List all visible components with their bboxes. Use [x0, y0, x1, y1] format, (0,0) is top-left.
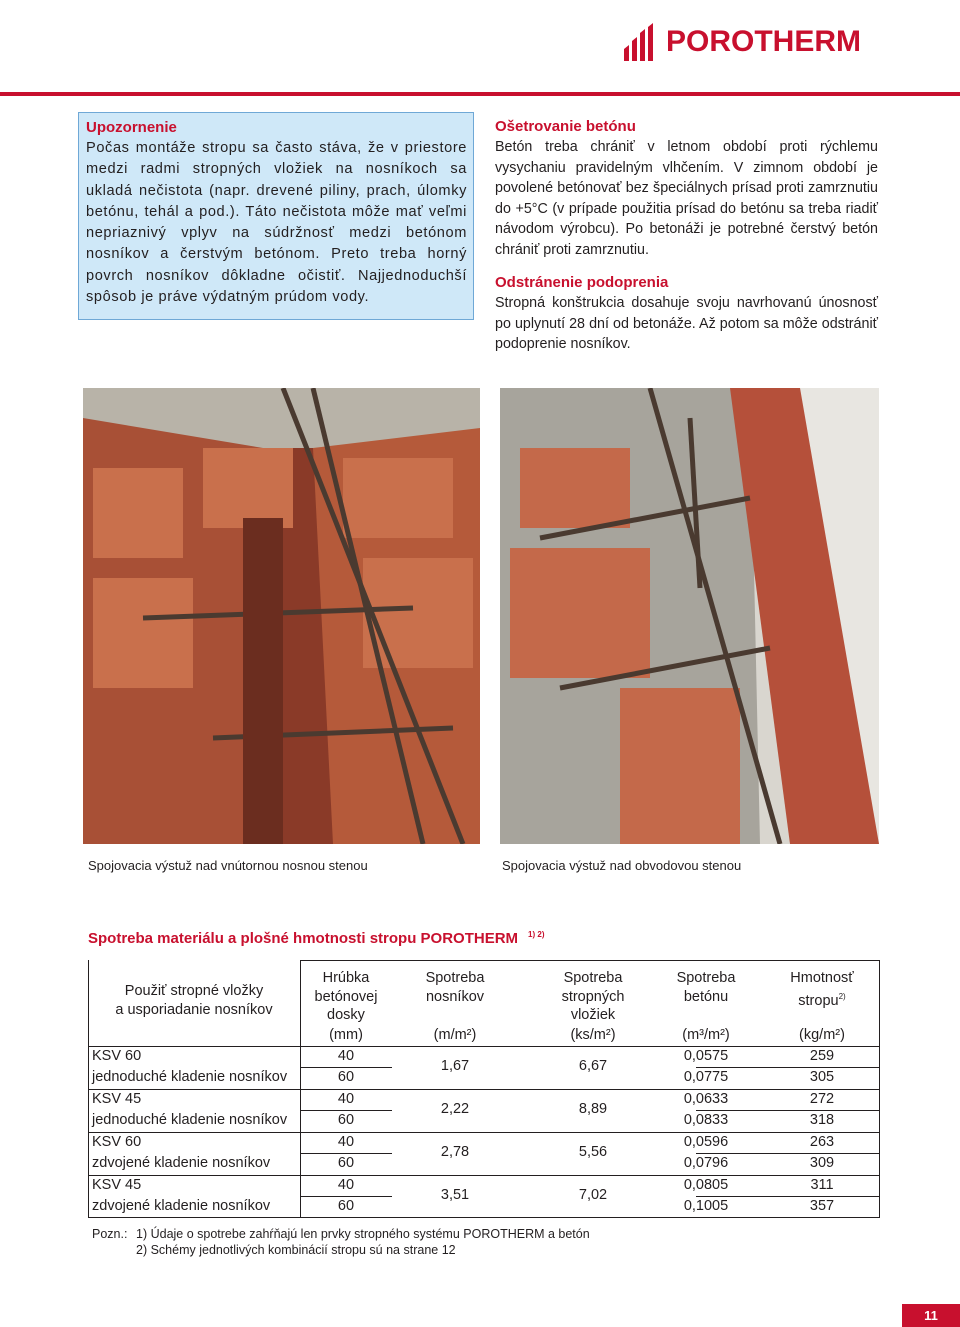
cell-weight: 272 [809, 1091, 835, 1107]
table-title [88, 930, 545, 947]
brand-name: POROTHERM [666, 25, 861, 58]
table-title-sup: 1) 2) [528, 930, 545, 939]
cell-thickness: 60 [337, 1155, 355, 1171]
row-label-block: KSV 60 [92, 1048, 142, 1064]
row-label-block: KSV 45 [92, 1091, 142, 1107]
header-rule [0, 92, 960, 96]
cell-thickness: 60 [337, 1069, 355, 1085]
cell-blocks: 6,67 [578, 1058, 608, 1074]
unit-blocks: (ks/m²) [570, 1027, 616, 1043]
right-column [495, 118, 878, 355]
row-label-layout: zdvojené kladenie nosníkov [92, 1155, 271, 1171]
cell-concrete: 0,0796 [683, 1155, 729, 1171]
cell-weight: 311 [810, 1177, 834, 1193]
unit-weight: (kg/m²) [799, 1027, 845, 1043]
unit-beams: (m/m²) [433, 1027, 477, 1043]
cell-weight: 357 [809, 1198, 835, 1214]
cell-concrete: 0,0596 [683, 1134, 729, 1150]
cell-beams: 2,22 [440, 1101, 470, 1117]
cell-weight: 309 [809, 1155, 835, 1171]
cell-weight: 259 [809, 1048, 835, 1064]
cell-concrete: 0,0805 [683, 1177, 729, 1193]
cell-weight: 318 [809, 1112, 835, 1128]
cell-beams: 3,51 [440, 1187, 470, 1203]
cell-thickness: 60 [337, 1112, 355, 1128]
header-layout: Použiť stropné vložky a usporiadanie nosníkov [115, 983, 273, 1018]
header-blocks: Spotreba stropných vložiek [561, 970, 625, 1023]
cell-thickness: 40 [337, 1177, 355, 1193]
header-thickness: Hrúbka betónovej dosky [314, 970, 378, 1023]
cell-beams: 1,67 [440, 1058, 470, 1074]
row-label-block: KSV 45 [92, 1177, 142, 1193]
cell-beams: 2,78 [440, 1144, 470, 1160]
row-label-block: KSV 60 [92, 1134, 142, 1150]
photo-inner-wall [83, 388, 480, 844]
caption-left: Spojovacia výstuž nad vnútornou nosnou stenou [88, 858, 368, 873]
header-weight: Hmotnosť stropu$^{2)}$ [790, 970, 854, 1009]
row-label-layout: zdvojené kladenie nosníkov [92, 1198, 271, 1214]
cell-blocks: 8,89 [578, 1101, 608, 1117]
header-concrete: Spotreba betónu [676, 970, 736, 1005]
cell-concrete: 0,0775 [683, 1069, 729, 1085]
unit-thickness: (mm) [329, 1027, 363, 1043]
cell-concrete: 0,0833 [683, 1112, 729, 1128]
warning-box [78, 112, 474, 320]
removal-text: Stropná konštrukcia dosahuje svoju navrhovanú únosnosť po uplynutí 28 dní od betonáže. Až potom sa môže odstrániť podoprenie nosníkov. [495, 295, 878, 352]
curing-text: Betón treba chrániť v letnom období proti rýchlemu vysychaniu pravidelným vlhčením. V zimnom období je povolené betónovať bez špeciálnych prísad proti zamrznutiu do +5°C (v prípade použitia prísad do betónu sa treba riadiť návodom výrobcu). Po betonáži je potrebné čerstvý betón chrániť proti zamrznutiu. [495, 139, 878, 258]
cell-concrete: 0,0633 [683, 1091, 729, 1107]
porotherm-logo-icon [622, 23, 662, 61]
row-label-layout: jednoduché kladenie nosníkov [92, 1112, 288, 1128]
warning-title: Upozornenie [86, 119, 177, 136]
material-table [88, 960, 880, 1218]
page-number: 11 [902, 1304, 960, 1327]
caption-right: Spojovacia výstuž nad obvodovou stenou [502, 858, 742, 873]
cell-weight: 263 [809, 1134, 835, 1150]
cell-thickness: 40 [337, 1134, 355, 1150]
footnote-label: Pozn.: [92, 1227, 128, 1241]
row-label-layout: jednoduché kladenie nosníkov [92, 1069, 288, 1085]
cell-thickness: 40 [337, 1048, 355, 1064]
unit-concrete: (m³/m²) [682, 1027, 730, 1043]
curing-title: Ošetrovanie betónu [495, 118, 636, 135]
cell-concrete: 0,1005 [683, 1198, 729, 1214]
cell-weight: 305 [809, 1069, 835, 1085]
cell-blocks: 5,56 [578, 1144, 608, 1160]
cell-blocks: 7,02 [578, 1187, 608, 1203]
photo-outer-wall [500, 388, 879, 844]
porotherm-logo [622, 22, 902, 62]
header-beams: Spotreba nosníkov [425, 970, 485, 1005]
removal-title: Odstránenie podoprenia [495, 274, 669, 291]
footnote-1: 1) Údaje o spotrebe zahŕňajú len prvky stropného systému POROTHERM a betón [136, 1227, 590, 1241]
warning-text: Počas montáže stropu sa často stáva, že v priestore medzi radmi stropných vložiek na nosníkoch sa ukladá nečistota (napr. drevené piliny, prach, úlomky betónu, tehál a pod.). Táto nečistota môže mať veľmi nepriaznivý vplyv na súdržnosť medzi betónom nosníkov a čerstvým betónom. Preto treba horný povrch nosníkov dôkladne očistiť. Najjednoduchší spôsob je práve výdatným prúdom vody. [86, 140, 467, 306]
cell-thickness: 40 [337, 1091, 355, 1107]
cell-concrete: 0,0575 [683, 1048, 729, 1064]
cell-thickness: 60 [337, 1198, 355, 1214]
footnote-2: 2) Schémy jednotlivých kombinácií stropu sú na strane 12 [136, 1243, 456, 1257]
table-title-text: Spotreba materiálu a plošné hmotnosti stropu POROTHERM [88, 930, 519, 947]
